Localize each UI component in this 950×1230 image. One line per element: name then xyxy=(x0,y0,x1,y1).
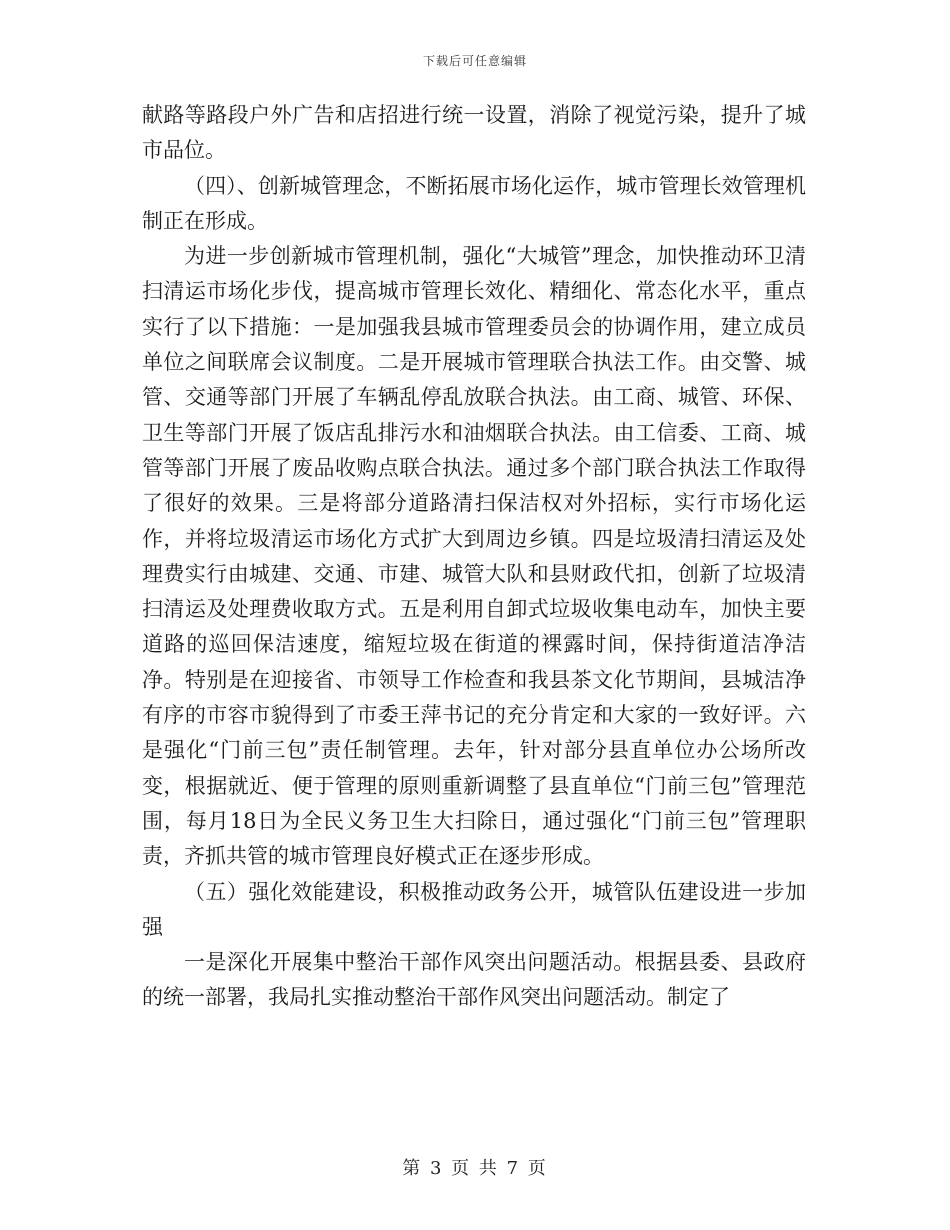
section-heading-4: （四）、创新城管理念，不断拓展市场化运作，城市管理长效管理机制正在形成。 xyxy=(142,173,806,233)
paragraph: 一是深化开展集中整治干部作风突出问题活动。根据县委、县政府的统一部署，我局扎实推动整治干部作风突出问题活动。制定了 xyxy=(142,950,806,1010)
paragraph: 为进一步创新城市管理机制，强化“大城管”理念，加快推动环卫清扫清运市场化步伐，提高城市管理长效化、精细化、常态化水平，重点实行了以下措施：一是加强我县城市管理委员会的协调作用，建立成员单位之间联席会议制度。二是开展城市管理联合执法工作。由交警、城管、交通等部门开展了车辆乱停乱放联合执法。由工商、城管、环保、卫生等部门开展了饭店乱排污水和油烟联合执法。由工信委、工商、城管等部门开展了废品收购点联合执法。通过多个部门联合执法工作取得了很好的效果。三是将部分道路清扫保洁权对外招标，实行市场化运作，并将垃圾清运市场化方式扩大到周边乡镇。四是垃圾清扫清运及处理费实行由城建、交通、市建、城管大队和县财政代扣，创新了垃圾清扫清运及处理费收取方式。五是利用自卸式垃圾收集电动车，加快主要道路的巡回保洁速度，缩短垃圾在街道的裸露时间，保持街道洁净洁净。特别是在迎接省、市领导工作检查和我县茶文化节期间，县城洁净有序的市容市貌得到了市委王萍书记的充分肯定和大家的一致好评。六是强化“门前三包”责任制管理。去年，针对部分县直单位办公场所改变，根据就近、便于管理的原则重新调整了县直单位“门前三包”管理范围，每月18日为全民义务卫生大扫除日，通过强化“门前三包”管理职责，齐抓共管的城市管理良好模式正在逐步形成。 xyxy=(142,244,806,869)
paragraph: 献路等路段户外广告和店招进行统一设置，消除了视觉污染，提升了城市品位。 xyxy=(142,103,806,163)
page-footer: 第 3 页 共 7 页 xyxy=(402,1158,548,1179)
body-text xyxy=(142,98,806,1016)
page-header: 下载后可任意编辑 xyxy=(422,54,527,68)
section-heading-5: （五）强化效能建设，积极推动政务公开，城管队伍建设进一步加强 xyxy=(142,879,806,939)
